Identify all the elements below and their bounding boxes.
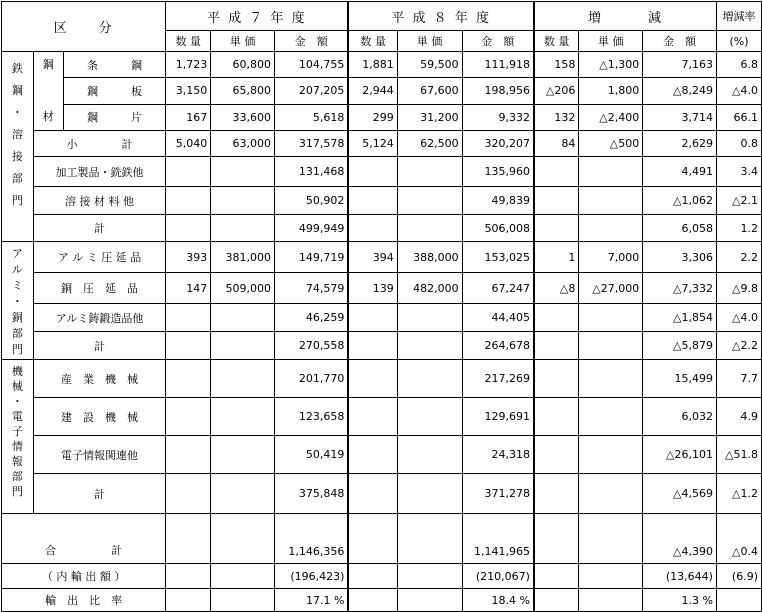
- subgroup-label-steel: 鋼 材: [33, 52, 63, 131]
- cell-alum_cast-4: [397, 304, 462, 332]
- cell-shokei-5: 320,207: [462, 131, 534, 157]
- cell-denshi-7: [579, 436, 643, 474]
- group-label-steel: 鉄 鋼 ・ 溶 接 部 門: [2, 52, 34, 242]
- cell-denshi-0: [166, 436, 211, 474]
- cell-mach_total-7: [579, 474, 643, 514]
- cell-yousetsu-9: △2.1: [716, 187, 761, 215]
- cell-grand-7: [579, 514, 643, 564]
- cell-export-4: [397, 564, 462, 589]
- cell-yousetsu-6: [534, 187, 579, 215]
- cell-kouhen-7: △2,400: [579, 104, 643, 130]
- row-label-mach_total: 計: [33, 474, 165, 514]
- cell-yousetsu-0: [166, 187, 211, 215]
- row-label-ratio: 輸 出 比 率: [2, 589, 166, 612]
- cell-grand-4: [397, 514, 462, 564]
- cell-alum_cast-2: 46,259: [275, 304, 349, 332]
- cell-yousetsu-7: [579, 187, 643, 215]
- cell-denshi-6: [534, 436, 579, 474]
- cell-mach_total-4: [397, 474, 462, 514]
- cell-export-3: [348, 564, 397, 589]
- group-label-alum: ア ル ミ ・ 銅 部 門: [2, 242, 34, 360]
- cell-export-5: (210,067): [462, 564, 534, 589]
- cell-shokei-9: 0.8: [716, 131, 761, 157]
- cell-alum_cast-8: △1,854: [643, 304, 717, 332]
- cell-steel_total-0: [166, 215, 211, 242]
- row-label-export: （ 内 輸 出 額 ）: [2, 564, 166, 589]
- cell-alum_cast-1: [211, 304, 275, 332]
- cell-export-2: (196,423): [275, 564, 349, 589]
- cell-kakou-3: [348, 157, 397, 187]
- cell-yousetsu-1: [211, 187, 275, 215]
- row-label-steel_total: 計: [33, 215, 165, 242]
- cell-mach_total-0: [166, 474, 211, 514]
- cell-export-9: (6.9): [716, 564, 761, 589]
- cell-alum_total-7: [579, 332, 643, 360]
- cell-alum_total-0: [166, 332, 211, 360]
- cell-alum_total-3: [348, 332, 397, 360]
- cell-sangyo-2: 201,770: [275, 360, 349, 398]
- cell-alum_total-9: △2.2: [716, 332, 761, 360]
- cell-alum_ext-7: 7,000: [579, 242, 643, 273]
- cell-kensetsu-4: [397, 398, 462, 436]
- cell-kakou-5: 135,960: [462, 157, 534, 187]
- cell-kensetsu-7: [579, 398, 643, 436]
- cell-kouhen-6: 132: [534, 104, 579, 130]
- cell-alum_total-4: [397, 332, 462, 360]
- cell-sangyo-0: [166, 360, 211, 398]
- cell-kakou-6: [534, 157, 579, 187]
- cell-kouban-0: 3,150: [166, 78, 211, 104]
- header-category: 区 分: [2, 2, 166, 52]
- cell-alum_ext-8: 3,306: [643, 242, 717, 273]
- cell-jokou-8: 7,163: [643, 52, 717, 78]
- header-price: 単 価: [579, 31, 643, 52]
- cell-copper-4: 482,000: [397, 273, 462, 304]
- cell-alum_ext-9: 2.2: [716, 242, 761, 273]
- header-price: 単 価: [211, 31, 275, 52]
- cell-kensetsu-0: [166, 398, 211, 436]
- header-pct: (%): [716, 31, 761, 52]
- cell-alum_total-6: [534, 332, 579, 360]
- cell-alum_cast-7: [579, 304, 643, 332]
- cell-mach_total-6: [534, 474, 579, 514]
- cell-export-6: [534, 564, 579, 589]
- cell-mach_total-5: 371,278: [462, 474, 534, 514]
- row-label-kakou: 加工製品・銑鉄他: [33, 157, 165, 187]
- row-label-copper: 銅 圧 延 品: [33, 273, 165, 304]
- row-label-kouban: 鋼 板: [63, 78, 166, 104]
- cell-denshi-1: [211, 436, 275, 474]
- cell-steel_total-8: 6,058: [643, 215, 717, 242]
- cell-sangyo-4: [397, 360, 462, 398]
- cell-sangyo-6: [534, 360, 579, 398]
- cell-yousetsu-5: 49,839: [462, 187, 534, 215]
- cell-sangyo-3: [348, 360, 397, 398]
- cell-kensetsu-9: 4.9: [716, 398, 761, 436]
- cell-export-1: [211, 564, 275, 589]
- cell-denshi-8: △26,101: [643, 436, 717, 474]
- row-label-alum_ext: ア ル ミ 圧 延 品: [33, 242, 165, 273]
- cell-jokou-7: △1,300: [579, 52, 643, 78]
- cell-export-7: [579, 564, 643, 589]
- cell-kouhen-4: 31,200: [397, 104, 462, 130]
- row-label-yousetsu: 溶 接 材 料 他: [33, 187, 165, 215]
- cell-kouban-1: 65,800: [211, 78, 275, 104]
- cell-grand-5: 1,141,965: [462, 514, 534, 564]
- cell-kakou-0: [166, 157, 211, 187]
- cell-alum_cast-6: [534, 304, 579, 332]
- cell-jokou-2: 104,755: [275, 52, 349, 78]
- cell-jokou-4: 59,500: [397, 52, 462, 78]
- cell-kakou-9: 3.4: [716, 157, 761, 187]
- cell-shokei-8: 2,629: [643, 131, 717, 157]
- cell-steel_total-7: [579, 215, 643, 242]
- cell-jokou-9: 6.8: [716, 52, 761, 78]
- cell-ratio-8: 1.3 %: [643, 589, 717, 612]
- cell-sangyo-1: [211, 360, 275, 398]
- cell-copper-2: 74,579: [275, 273, 349, 304]
- cell-jokou-1: 60,800: [211, 52, 275, 78]
- cell-shokei-6: 84: [534, 131, 579, 157]
- header-h8: 平 成 ８ 年 度: [348, 2, 534, 31]
- row-label-denshi: 電子情報関連他: [33, 436, 165, 474]
- row-label-jokou: 条 鋼: [63, 52, 166, 78]
- row-label-shokei: 小 計: [33, 131, 165, 157]
- cell-kensetsu-3: [348, 398, 397, 436]
- cell-kouban-4: 67,600: [397, 78, 462, 104]
- cell-shokei-4: 62,500: [397, 131, 462, 157]
- cell-kouhen-2: 5,618: [275, 104, 349, 130]
- cell-kouhen-8: 3,714: [643, 104, 717, 130]
- cell-kouban-6: △206: [534, 78, 579, 104]
- cell-steel_total-5: 506,008: [462, 215, 534, 242]
- cell-alum_cast-9: △4.0: [716, 304, 761, 332]
- cell-alum_total-8: △5,879: [643, 332, 717, 360]
- cell-denshi-5: 24,318: [462, 436, 534, 474]
- cell-export-8: (13,644): [643, 564, 717, 589]
- row-label-sangyo: 産 業 機 械: [33, 360, 165, 398]
- cell-ratio-5: 18.4 %: [462, 589, 534, 612]
- cell-mach_total-2: 375,848: [275, 474, 349, 514]
- cell-kakou-2: 131,468: [275, 157, 349, 187]
- cell-alum_cast-5: 44,405: [462, 304, 534, 332]
- cell-copper-9: △9.8: [716, 273, 761, 304]
- sales-table: [1, 1, 762, 612]
- cell-kensetsu-5: 129,691: [462, 398, 534, 436]
- row-label-alum_total: 計: [33, 332, 165, 360]
- cell-kouban-2: 207,205: [275, 78, 349, 104]
- cell-kouhen-3: 299: [348, 104, 397, 130]
- cell-grand-0: [166, 514, 211, 564]
- cell-denshi-9: △51.8: [716, 436, 761, 474]
- cell-sangyo-5: 217,269: [462, 360, 534, 398]
- cell-jokou-6: 158: [534, 52, 579, 78]
- cell-shokei-0: 5,040: [166, 131, 211, 157]
- cell-mach_total-9: △1.2: [716, 474, 761, 514]
- cell-denshi-2: 50,419: [275, 436, 349, 474]
- cell-steel_total-3: [348, 215, 397, 242]
- header-amount: 金 額: [275, 31, 349, 52]
- cell-alum_ext-2: 149,719: [275, 242, 349, 273]
- cell-copper-6: △8: [534, 273, 579, 304]
- header-amount: 金 額: [643, 31, 717, 52]
- cell-alum_total-5: 264,678: [462, 332, 534, 360]
- cell-copper-0: 147: [166, 273, 211, 304]
- cell-alum_ext-0: 393: [166, 242, 211, 273]
- cell-ratio-2: 17.1 %: [275, 589, 349, 612]
- cell-sangyo-9: 7.7: [716, 360, 761, 398]
- cell-alum_total-1: [211, 332, 275, 360]
- cell-kouban-7: 1,800: [579, 78, 643, 104]
- cell-alum_ext-1: 381,000: [211, 242, 275, 273]
- cell-yousetsu-2: 50,902: [275, 187, 349, 215]
- cell-kakou-8: 4,491: [643, 157, 717, 187]
- cell-jokou-5: 111,918: [462, 52, 534, 78]
- cell-kouhen-0: 167: [166, 104, 211, 130]
- cell-yousetsu-3: [348, 187, 397, 215]
- cell-kouban-5: 198,956: [462, 78, 534, 104]
- cell-kensetsu-8: 6,032: [643, 398, 717, 436]
- cell-denshi-3: [348, 436, 397, 474]
- cell-kakou-4: [397, 157, 462, 187]
- cell-denshi-4: [397, 436, 462, 474]
- cell-alum_ext-6: 1: [534, 242, 579, 273]
- cell-kensetsu-1: [211, 398, 275, 436]
- cell-grand-3: [348, 514, 397, 564]
- cell-kouban-8: △8,249: [643, 78, 717, 104]
- cell-export-0: [166, 564, 211, 589]
- cell-jokou-0: 1,723: [166, 52, 211, 78]
- header-h7: 平 成 ７ 年 度: [166, 2, 349, 31]
- cell-mach_total-8: △4,569: [643, 474, 717, 514]
- cell-kouhen-5: 9,332: [462, 104, 534, 130]
- cell-grand-1: [211, 514, 275, 564]
- cell-kouhen-9: 66.1: [716, 104, 761, 130]
- header-qty: 数 量: [166, 31, 211, 52]
- cell-steel_total-9: 1.2: [716, 215, 761, 242]
- cell-kakou-7: [579, 157, 643, 187]
- header-qty: 数 量: [534, 31, 579, 52]
- row-label-kensetsu: 建 設 機 械: [33, 398, 165, 436]
- cell-shokei-7: △500: [579, 131, 643, 157]
- cell-jokou-3: 1,881: [348, 52, 397, 78]
- header-price: 単 価: [397, 31, 462, 52]
- cell-kouban-3: 2,944: [348, 78, 397, 104]
- header-qty: 数 量: [348, 31, 397, 52]
- cell-copper-8: △7,332: [643, 273, 717, 304]
- cell-kouhen-1: 33,600: [211, 104, 275, 130]
- cell-copper-7: △27,000: [579, 273, 643, 304]
- cell-yousetsu-8: △1,062: [643, 187, 717, 215]
- cell-kouban-9: △4.0: [716, 78, 761, 104]
- cell-steel_total-2: 499,949: [275, 215, 349, 242]
- cell-kensetsu-2: 123,658: [275, 398, 349, 436]
- cell-grand-9: △0.4: [716, 514, 761, 564]
- cell-copper-3: 139: [348, 273, 397, 304]
- cell-shokei-1: 63,000: [211, 131, 275, 157]
- cell-sangyo-8: 15,499: [643, 360, 717, 398]
- cell-grand-6: [534, 514, 579, 564]
- cell-mach_total-3: [348, 474, 397, 514]
- cell-alum_ext-5: 153,025: [462, 242, 534, 273]
- cell-sangyo-7: [579, 360, 643, 398]
- header-rate: 増減率: [716, 2, 761, 31]
- cell-steel_total-1: [211, 215, 275, 242]
- cell-grand-2: 1,146,356: [275, 514, 349, 564]
- cell-mach_total-1: [211, 474, 275, 514]
- cell-yousetsu-4: [397, 187, 462, 215]
- header-diff: 増 減: [534, 2, 716, 31]
- cell-alum_ext-4: 388,000: [397, 242, 462, 273]
- header-amount: 金 額: [462, 31, 534, 52]
- cell-steel_total-6: [534, 215, 579, 242]
- cell-copper-5: 67,247: [462, 273, 534, 304]
- cell-kakou-1: [211, 157, 275, 187]
- cell-steel_total-4: [397, 215, 462, 242]
- cell-kensetsu-6: [534, 398, 579, 436]
- row-label-kouhen: 鋼 片: [63, 104, 166, 130]
- cell-grand-8: △4,390: [643, 514, 717, 564]
- cell-alum_total-2: 270,558: [275, 332, 349, 360]
- cell-alum_cast-3: [348, 304, 397, 332]
- cell-alum_cast-0: [166, 304, 211, 332]
- cell-shokei-2: 317,578: [275, 131, 349, 157]
- row-label-alum_cast: アルミ鋳鍛造品他: [33, 304, 165, 332]
- cell-copper-1: 509,000: [211, 273, 275, 304]
- row-label-grand: 合 計: [2, 514, 166, 564]
- cell-shokei-3: 5,124: [348, 131, 397, 157]
- group-label-machinery: 機 械 ・ 電 子 情 報 部 門: [2, 360, 34, 514]
- cell-alum_ext-3: 394: [348, 242, 397, 273]
